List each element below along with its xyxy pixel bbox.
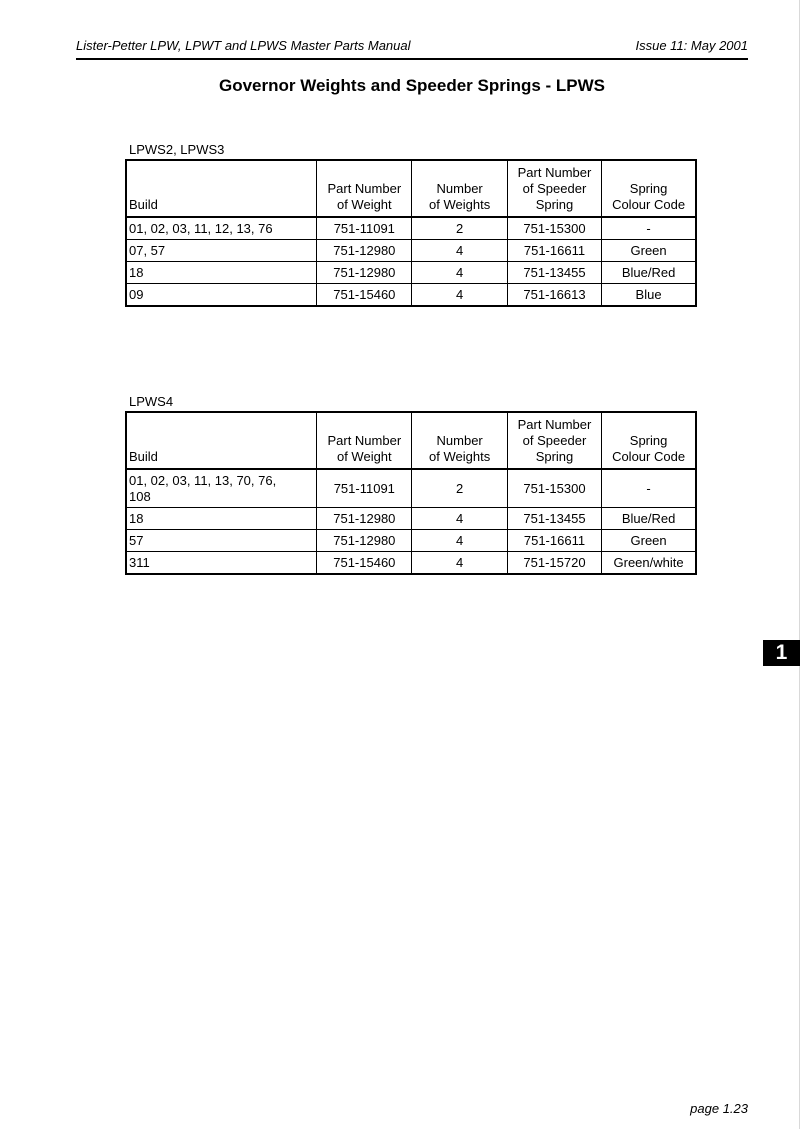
table-row: [126, 240, 696, 262]
table-row: [126, 552, 696, 575]
parts-table-lpws2-lpws3: [125, 159, 697, 307]
header-num-weights: Number of Weights: [412, 160, 507, 217]
cell-build: 57: [126, 530, 317, 552]
cell-num-weights: 2: [412, 469, 507, 508]
header-colour-code: Spring Colour Code: [602, 412, 696, 469]
cell-part-weight: 751-12980: [317, 508, 412, 530]
page-number: page 1.23: [690, 1101, 748, 1116]
cell-colour: Green: [602, 240, 696, 262]
cell-part-weight: 751-11091: [317, 469, 412, 508]
header-part-spring: Part Number of Speeder Spring: [507, 412, 601, 469]
header-build: Build: [126, 412, 317, 469]
cell-part-spring: 751-16611: [507, 530, 601, 552]
cell-colour: Blue: [602, 284, 696, 307]
cell-colour: Blue/Red: [602, 508, 696, 530]
header-rule: [76, 58, 748, 60]
cell-build: 01, 02, 03, 11, 12, 13, 76: [126, 217, 317, 240]
table-row: [126, 469, 696, 508]
cell-part-weight: 751-15460: [317, 552, 412, 575]
page-title: Governor Weights and Speeder Springs - LPWS: [218, 76, 606, 95]
table-caption-lpws4: LPWS4: [129, 394, 174, 409]
cell-part-spring: 751-13455: [507, 262, 601, 284]
cell-build: 311: [126, 552, 317, 575]
cell-colour: -: [602, 469, 696, 508]
cell-part-spring: 751-15720: [507, 552, 601, 575]
cell-num-weights: 4: [412, 552, 507, 575]
cell-build: 09: [126, 284, 317, 307]
header-part-weight: Part Number of Weight: [317, 160, 412, 217]
cell-part-spring: 751-13455: [507, 508, 601, 530]
header-colour-code: Spring Colour Code: [602, 160, 696, 217]
cell-part-weight: 751-12980: [317, 530, 412, 552]
header-build: Build: [126, 160, 317, 217]
cell-part-weight: 751-15460: [317, 284, 412, 307]
cell-part-spring: 751-16611: [507, 240, 601, 262]
cell-part-weight: 751-11091: [317, 217, 412, 240]
cell-colour: Green: [602, 530, 696, 552]
cell-part-spring: 751-15300: [507, 217, 601, 240]
header-num-weights: Number of Weights: [412, 412, 507, 469]
cell-build: 07, 57: [126, 240, 317, 262]
cell-build: 01, 02, 03, 11, 13, 70, 76, 108: [126, 469, 317, 508]
cell-colour: -: [602, 217, 696, 240]
table-row: [126, 530, 696, 552]
table-row: [126, 508, 696, 530]
cell-num-weights: 4: [412, 262, 507, 284]
table-caption-lpws2-lpws3: LPWS2, LPWS3: [129, 142, 225, 157]
cell-num-weights: 4: [412, 508, 507, 530]
cell-build: 18: [126, 262, 317, 284]
cell-num-weights: 4: [412, 530, 507, 552]
manual-title: Lister-Petter LPW, LPWT and LPWS Master Parts Manual: [76, 38, 411, 53]
cell-part-weight: 751-12980: [317, 240, 412, 262]
parts-table-lpws4: [125, 411, 697, 575]
cell-num-weights: 2: [412, 217, 507, 240]
issue-label: Issue 11: May 2001: [635, 38, 748, 53]
cell-num-weights: 4: [412, 284, 507, 307]
table-row: [126, 262, 696, 284]
section-tab: 1: [763, 640, 800, 666]
cell-colour: Green/white: [602, 552, 696, 575]
table-header-row: [126, 412, 696, 469]
header-part-weight: Part Number of Weight: [317, 412, 412, 469]
table-row: [126, 217, 696, 240]
cell-num-weights: 4: [412, 240, 507, 262]
cell-part-spring: 751-16613: [507, 284, 601, 307]
cell-part-spring: 751-15300: [507, 469, 601, 508]
table-row: [126, 284, 696, 307]
cell-colour: Blue/Red: [602, 262, 696, 284]
cell-build: 18: [126, 508, 317, 530]
table-header-row: [126, 160, 696, 217]
header-part-spring: Part Number of Speeder Spring: [507, 160, 601, 217]
cell-part-weight: 751-12980: [317, 262, 412, 284]
